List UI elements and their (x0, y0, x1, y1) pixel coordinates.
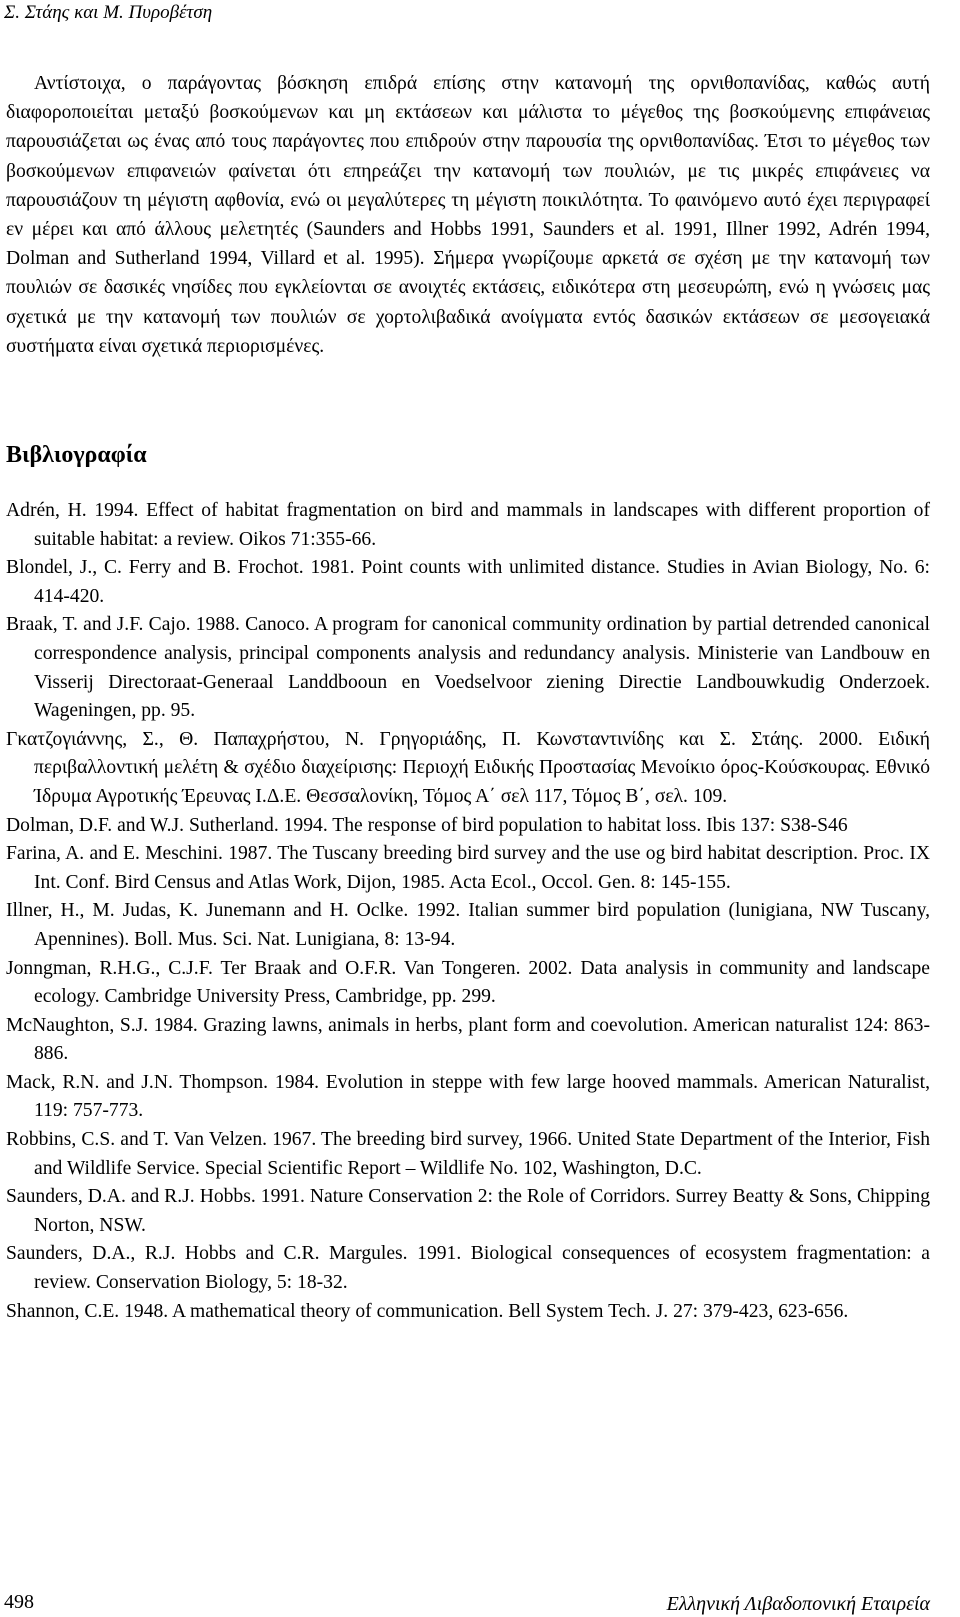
reference-item: Dolman, D.F. and W.J. Sutherland. 1994. The response of bird population to habitat loss. Ibis 137: S38-S46 (6, 814, 848, 836)
reference-item: Illner, H., M. Judas, K. Junemann and H. Oclke. 1992. Italian summer bird population (lunigiana, NW Tuscany, Apennines). Boll. Mus. Sci. Nat. Lunigiana, 8: 13-94. (6, 900, 930, 950)
body-paragraph: Αντίστοιχα, ο παράγοντας βόσκηση επιδρά επίσης στην κατανομή της ορνιθοπανίδας, καθώς αυτή διαφοροποιείται μεταξύ βοσκούμενων και μη εκτάσεων και μάλιστα το μέγεθος της βοσκούμενης επιφάνειας παρουσιάζεται ως ένας από τους παράγοντες που επιδρούν στην παρουσία της ορνιθοπανίδας. Έτσι το μέγεθος των βοσκούμενων επιφανειών φαίνεται ότι επηρεάζει την κατανομή των πουλιών, με τις μικρές επιφάνειες να παρουσιάζουν τη μέγιστη αφθονία, ενώ οι μεγαλύτερες τη μέγιστη ποικιλότητα. Το φαινόμενο αυτό έχει περιγραφεί εν μέρει και από άλλους μελετητές (Saunders and Hobbs 1991, Saunders et al. 1991, Illner 1992, Adrén 1994, Dolman and Sutherland 1994, Villard et al. 1995). Σήμερα γνωρίζουμε αρκετά σε σχέση με την κατανομή των πουλιών σε δασικές νησίδες που εγκλείονται σε ανοιχτές εκτάσεις, ειδικότερα στη μεσευρώπη, ενώ η γνώσεις μας σχετικά με την κατανομή των πουλιών σε χορτολιβαδικά ανοίγματα εντός δασικών εκτάσεων σε μεσογειακά συστήματα είναι σχετικά περιορισμένες. (6, 73, 930, 357)
reference-item: McNaughton, S.J. 1984. Grazing lawns, animals in herbs, plant form and coevolution. American naturalist 124: 863-886. (6, 1014, 930, 1065)
reference-item: Robbins, C.S. and T. Van Velzen. 1967. The breeding bird survey, 1966. United State Department of the Interior, Fish and Wildlife Service. Special Scientific Report – Wildlife No. 102, Washington, D.C. (6, 1129, 930, 1179)
page-number: 498 (4, 1591, 34, 1613)
reference-item: Shannon, C.E. 1948. A mathematical theory of communication. Bell System Tech. J. 27: 379-423, 623-656. (6, 1300, 849, 1322)
reference-item: Adrén, H. 1994. Effect of habitat fragmentation on bird and mammals in landscapes with different proportion of suitable habitat: a review. Oikos 71:355-66. (6, 500, 930, 550)
references-heading: Βιβλιογραφία (6, 442, 147, 468)
journal-name: Ελληνική Λιβαδοπονική Εταιρεία (666, 1593, 930, 1615)
running-header: Σ. Στάης και Μ. Πυροβέτση (4, 2, 213, 23)
reference-item: Saunders, D.A. and R.J. Hobbs. 1991. Nature Conservation 2: the Role of Corridors. Surrey Beatty & Sons, Chipping Norton, NSW. (6, 1186, 930, 1236)
reference-item: Blondel, J., C. Ferry and B. Frochot. 1981. Point counts with unlimited distance. Studies in Avian Biology, No. 6: 414-420. (6, 557, 930, 607)
reference-item: Mack, R.N. and J.N. Thompson. 1984. Evolution in steppe with few large hooved mammals. American Naturalist, 119: 757-773. (6, 1071, 930, 1122)
reference-item: Braak, T. and J.F. Cajo. 1988. Canoco. A program for canonical community ordination by partial detrended canonical correspondence analysis, principal components analysis and redundancy analysis. Ministerie van Landbouw en Visserij Directoraat-Generaal Landdbooun en Voedselvoor ziening Directie Landbouwkudig Onderzoek. Wageningen, pp. 95. (6, 614, 930, 722)
reference-item: Γκατζογιάννης, Σ., Θ. Παπαχρήστου, Ν. Γρηγοριάδης, Π. Κωνσταντινίδης και Σ. Στάης. 2000. Ειδική περιβαλλοντική μελέτη & σχέδιο διαχείρισης: Περιοχή Ειδικής Προστασίας Μενοίκιο όρος-Κούσκουρας. Εθνικό Ίδρυμα Αγροτικής Έρευνας Ι.Δ.Ε. Θεσσαλονίκη, Τόμος Α΄ σελ 117, Τόμος Β΄, σελ. 109. (6, 728, 930, 807)
reference-list (6, 497, 930, 1326)
reference-item: Saunders, D.A., R.J. Hobbs and C.R. Margules. 1991. Biological consequences of ecosystem fragmentation: a review. Conservation Biology, 5: 18-32. (6, 1243, 930, 1294)
reference-item: Jonngman, R.H.G., C.J.F. Ter Braak and O.F.R. Van Tongeren. 2002. Data analysis in community and landscape ecology. Cambridge University Press, Cambridge, pp. 299. (6, 957, 930, 1008)
reference-item: Farina, A. and E. Meschini. 1987. The Tuscany breeding bird survey and the use og bird habitat description. Proc. IX Int. Conf. Bird Census and Atlas Work, Dijon, 1985. Acta Ecol., Occol. Gen. 8: 145-155. (6, 843, 930, 893)
